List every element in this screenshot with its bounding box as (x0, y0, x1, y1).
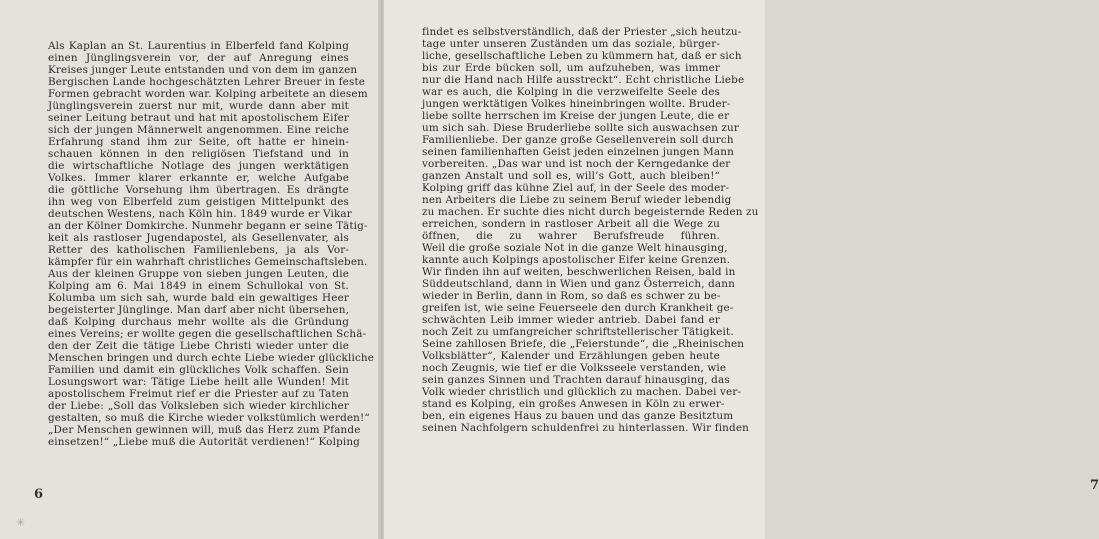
text-line: wieder in Berlin, dann in Rom, so daß es schwer zu be- (422, 290, 721, 302)
left-page-number: 6 (34, 487, 44, 502)
text-line: deutschen Westens, nach Köln hin. 1849 wurde er Vikar (48, 208, 352, 220)
text-line: Kolumba um sich sah, wurde bald ein gewaltiges Heer (48, 292, 349, 304)
text-line: der Liebe: „Soll das Volksleben sich wieder kirchlicher (48, 400, 349, 412)
text-line: sein ganzes Sinnen und Trachten darauf hinausging, das (422, 374, 730, 386)
text-line: Kolping am 6. Mai 1849 in einem Schullokal von St. (48, 280, 349, 292)
text-line: seinen Nachfolgern schuldenfrei zu hinterlassen. Wir finden (422, 422, 749, 434)
text-line: öffnen, die zu wahrer Berufsfreude führen. (422, 230, 720, 242)
text-line: die göttliche Vorsehung ihm übertragen. Es drängte (48, 184, 349, 196)
text-line: Formen gebracht worden war. Kolping arbeitete an diesem (48, 88, 368, 100)
text-line: stand es Kolping, ein großes Anwesen in Köln zu erwer- (422, 398, 725, 410)
left-page-text (48, 40, 375, 448)
text-line: war es auch, die Kolping in die verzweifelte Seele des (422, 86, 720, 98)
text-line: begeisterter Jünglinge. Man darf aber nicht übersehen, (48, 304, 350, 316)
text-line: an der Kölner Domkirche. Nunmehr begann er seine Tätig- (48, 220, 368, 232)
text-line: einsetzen!“ „Liebe muß die Autorität verdienen!“ Kolping (48, 436, 360, 448)
text-line: schauen können in den religiösen Tiefstand und in (48, 148, 349, 160)
text-line: Volk wieder christlich und glücklich zu machen. Dabei ver- (422, 386, 742, 398)
text-line: Kolping griff das kühne Ziel auf, in der Seele des moder- (422, 182, 730, 194)
text-line: schwächten Leib immer wieder antrieb. Dabei fand er (422, 314, 720, 326)
text-line: Weil die große soziale Not in die ganze Welt hinausging, (422, 242, 728, 254)
text-line: Retter des katholischen Familienlebens, ja als Vor- (48, 244, 349, 256)
text-line: Aus der kleinen Gruppe von sieben jungen Leuten, die (48, 268, 349, 280)
text-line: erreichen, sondern in rastloser Arbeit all die Wege zu (422, 218, 720, 230)
text-line: apostolischem Freimut rief er die Priester auf zu Taten (48, 388, 349, 400)
text-line: tage unter unseren Zuständen um das soziale, bürger- (422, 38, 720, 50)
text-line: daß Kolping durchaus mehr wollte als die Gründung (48, 316, 349, 328)
text-line: keit als rastloser Jugendapostel, als Gesellenvater, als (48, 232, 349, 244)
text-line: ganzen Anstalt und soll es, will’s Gott, auch bleiben!“ (422, 170, 720, 182)
text-line: Wir finden ihn auf weiten, beschwerlichen Reisen, bald in (422, 266, 736, 278)
text-line: greifen ist, wie seine Feuerseele den durch Krankheit ge- (422, 302, 734, 314)
text-line: noch Zeit zu umfangreicher schriftstellerischer Tätigkeit. (422, 326, 734, 338)
text-line: gestalten, so muß die Kirche wieder volkstümlich werden!“ (48, 412, 370, 424)
text-line: „Der Menschen gewinnen will, muß das Herz zum Pfande (48, 424, 361, 436)
text-line: einen Jünglingsverein vor, der auf Anregung eines (48, 52, 349, 64)
text-line: Familien und damit ein glückliches Volk schaffen. Sein (48, 364, 349, 376)
text-line: jungen werktätigen Volkes hineinbringen wollte. Bruder- (422, 98, 731, 110)
text-line: seinen familienhaften Geist jeden einzelnen jungen Mann (422, 146, 734, 158)
text-line: Als Kaplan an St. Laurentius in Elberfeld fand Kolping (48, 40, 349, 52)
text-line: die wirtschaftliche Notlage des jungen werktätigen (48, 160, 349, 172)
text-line: Volkes. Immer klarer erkannte er, welche Aufgabe (48, 172, 349, 184)
text-line: vorbereiten. „Das war und ist noch der Kerngedanke der (422, 158, 731, 170)
text-line: Kreises junger Leute entstanden und von dem im ganzen (48, 64, 358, 76)
text-line: liche, gesellschaftliche Leben zu kümmern hat, daß er sich (422, 50, 742, 62)
text-line: den der Zeit die tätige Liebe Christi wieder unter die (48, 340, 349, 352)
text-line: noch Zeugnis, wie tief er die Volksseele verstanden, wie (422, 362, 727, 374)
text-line: Jünglingsverein zuerst nur mit, wurde dann aber mit (48, 100, 349, 112)
text-line: Menschen bringen und durch echte Liebe wieder glückliche (48, 352, 375, 364)
text-line: nen Arbeiters die Liebe zu seinem Beruf wieder lebendig (422, 194, 732, 206)
text-line: kämpfer für ein wahrhaft christliches Gemeinschaftsleben. (48, 256, 368, 268)
star-mark-icon: ✳ (16, 516, 26, 529)
left-page (0, 0, 381, 539)
text-line: Familienliebe. Der ganze große Gesellenverein soll durch (422, 134, 734, 146)
text-line: nur die Hand nach Hilfe ausstreckt“. Echt christliche Liebe (422, 74, 745, 86)
text-line: Erfahrung stand ihm zur Seite, oft hatte er hinein- (48, 136, 349, 148)
text-line: findet es selbstverständlich, daß der Priester „sich heutzu- (422, 26, 742, 38)
text-line: bis zur Erde bücken soll, um aufzuheben, was immer (422, 62, 720, 74)
right-page-number: 7 (1090, 478, 1099, 493)
text-line: Süddeutschland, dann in Wien und ganz Österreich, dann (422, 278, 735, 290)
text-line: ihn weg von Elberfeld zum geistigen Mittelpunkt des (48, 196, 349, 208)
text-line: Losungswort war: Tätige Liebe heilt alle Wunden! Mit (48, 376, 349, 388)
text-line: seiner Leitung betraut und hat mit apostolischem Eifer (48, 112, 349, 124)
text-line: ben, ein eigenes Haus zu bauen und das ganze Besitztum (422, 410, 734, 422)
text-line: liebe sollte herrschen im Kreise der jungen Leute, die er (422, 110, 730, 122)
text-line: um sich sah. Diese Bruderliebe sollte sich auswachsen zur (422, 122, 740, 134)
text-line: kannte auch Kolpings apostolischer Eifer keine Grenzen. (422, 254, 731, 266)
text-line: eines Vereins; er wollte gegen die gesellschaftlichen Schä- (48, 328, 367, 340)
text-line: sich der jungen Männerwelt angenommen. Eine reiche (48, 124, 349, 136)
text-line: Volksblätter“, Kalender und Erzählungen geben heute (422, 350, 720, 362)
text-line: Seine zahllosen Briefe, die „Feierstunde“, die „Rheinischen (422, 338, 745, 350)
right-page-text (422, 26, 759, 434)
right-page (384, 0, 1099, 539)
text-line: Bergischen Lande hochgeschätzten Lehrer Breuer in feste (48, 76, 366, 88)
text-line: zu machen. Er suchte dies nicht durch begeisternde Reden zu (422, 206, 759, 218)
